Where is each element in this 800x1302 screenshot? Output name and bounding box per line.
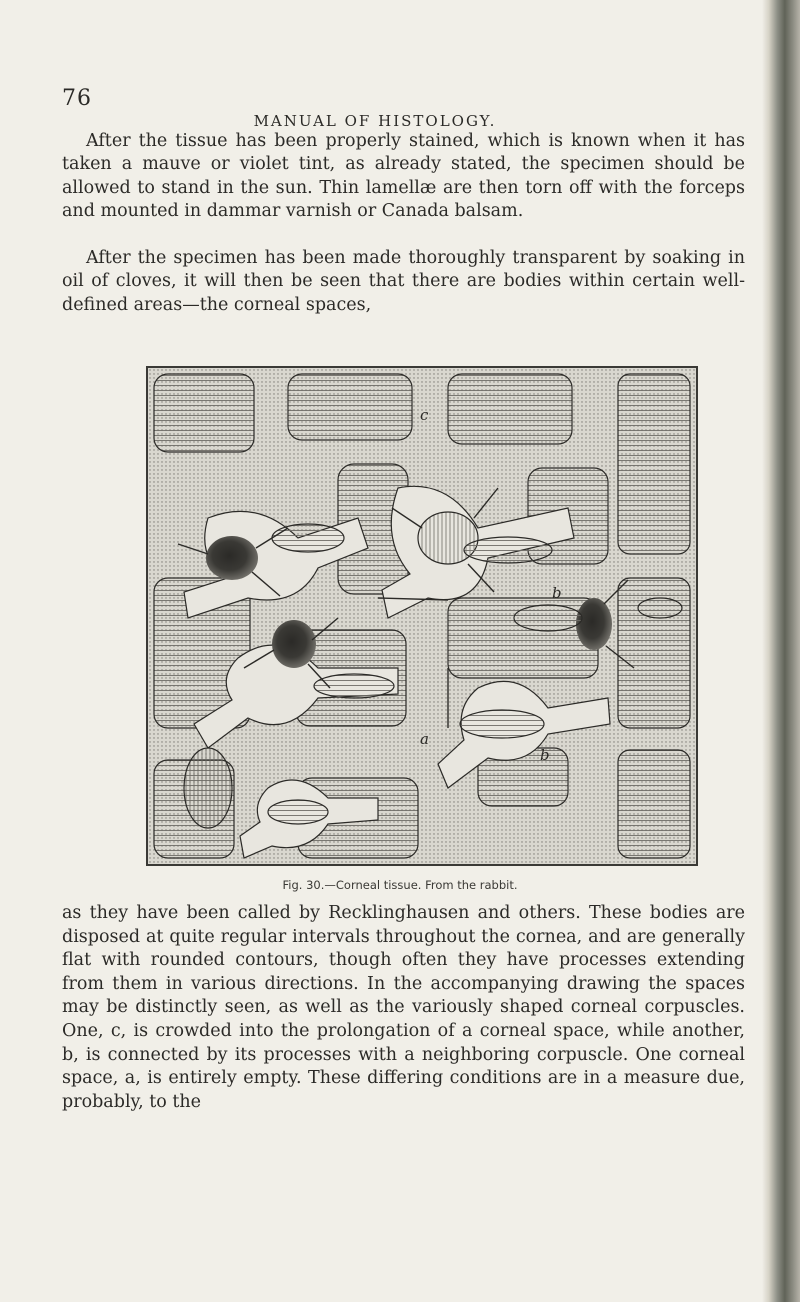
paragraph-transparency: After the specimen has been made thoroughly transparent by soaking in oil of cloves, it will then be seen that there are bodies within certain well-defined areas—the corneal spaces, (62, 248, 745, 315)
running-head: MANUAL OF HISTOLOGY. (253, 112, 497, 130)
figure-caption: Fig. 30.—Corneal tissue. From the rabbit. (282, 878, 518, 892)
fig-label-b-upper: b (552, 584, 562, 602)
book-spine-edge (762, 0, 800, 1302)
figure-corneal-tissue (146, 366, 698, 866)
paragraph-staining: After the tissue has been properly stained, which is known when it has taken a mauve or violet tint, as already stated, the specimen should be allowed to stand in the sun. Thin lamellæ are then torn off with the forceps and mounted in dammar varnish or Canada balsam. (62, 131, 745, 222)
fig-label-a: a (420, 730, 429, 748)
paragraph-corneal-spaces: as they have been called by Recklinghausen and others. These bodies are disposed at quite regular intervals throughout the cornea, and are generally flat with rounded contours, though often they have processes extending from them in various directions. In the accompanying drawing the spaces may be distinctly seen, as well as the variously shaped corneal corpuscles. One, c, is crowded into the prolongation of a corneal space, while another, b, is connected by its processes with a neighboring corpuscle. One corneal space, a, is entirely empty. These differing conditions are in a measure due, probably, to the (62, 903, 745, 1112)
page-number: 76 (62, 86, 92, 111)
fig-label-b-lower: b (540, 746, 550, 764)
fig-label-c: c (420, 406, 429, 424)
